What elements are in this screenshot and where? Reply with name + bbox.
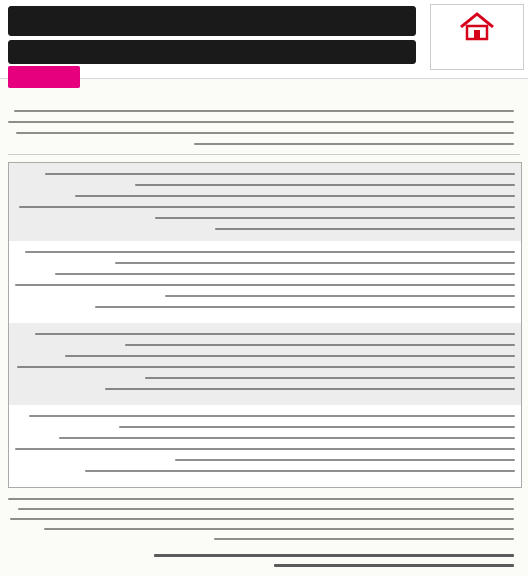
tender-item-block — [9, 405, 521, 487]
text-line — [25, 251, 515, 253]
text-line — [35, 333, 515, 335]
notice-header — [0, 0, 528, 79]
housing-company-logo — [430, 4, 524, 70]
tender-items-table — [8, 162, 522, 488]
text-line — [105, 388, 515, 390]
text-line — [14, 110, 514, 112]
text-line — [10, 518, 514, 520]
text-line — [17, 366, 515, 368]
text-line — [59, 437, 515, 439]
text-line — [55, 273, 515, 275]
text-line — [19, 206, 515, 208]
text-line — [155, 217, 515, 219]
text-line — [75, 195, 515, 197]
text-line — [15, 284, 515, 286]
text-line — [215, 228, 515, 230]
title-banner — [8, 6, 416, 36]
logo-wordmark — [431, 43, 523, 67]
intro-paragraph — [8, 94, 520, 155]
text-line — [119, 426, 515, 428]
tender-item-block — [9, 241, 521, 324]
house-logo-icon — [457, 11, 497, 41]
text-line — [44, 528, 514, 530]
text-line — [65, 355, 515, 357]
text-line — [8, 498, 514, 500]
text-line — [135, 184, 515, 186]
text-line — [115, 262, 515, 264]
tender-item-block — [9, 323, 521, 406]
tender-item-block — [9, 163, 521, 242]
text-line — [194, 143, 514, 145]
address-line — [274, 564, 514, 567]
round-badge — [8, 66, 80, 88]
text-line — [16, 132, 514, 134]
text-line — [45, 173, 515, 175]
address-line — [154, 554, 514, 557]
call-number-banner — [8, 40, 416, 64]
text-line — [18, 508, 514, 510]
text-line — [214, 538, 514, 540]
text-line — [145, 377, 515, 379]
text-line — [95, 306, 515, 308]
notice-footer — [8, 492, 520, 572]
text-line — [125, 344, 515, 346]
text-line — [8, 121, 514, 123]
text-line — [15, 448, 515, 450]
text-line — [175, 459, 515, 461]
text-line — [29, 415, 515, 417]
text-line — [165, 295, 515, 297]
text-line — [85, 470, 515, 472]
